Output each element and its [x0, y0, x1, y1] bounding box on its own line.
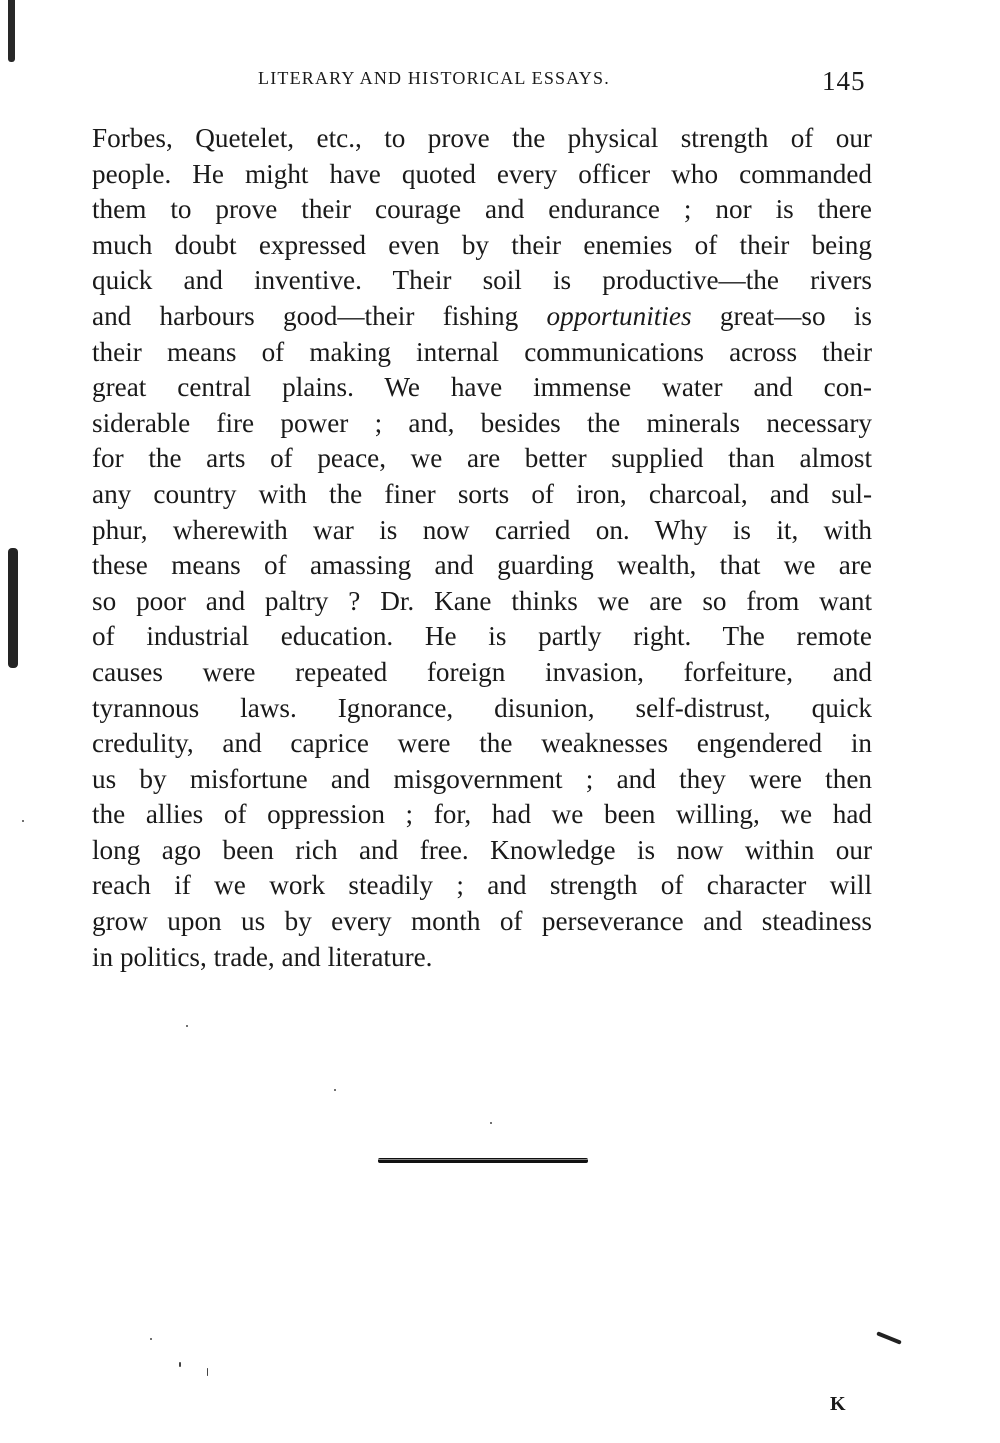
scan-dash-artifact: [876, 1331, 902, 1344]
text-line: causes were repeated foreign invasion, forfeiture, and: [92, 656, 872, 687]
italic-word: opportunities: [546, 300, 692, 331]
scan-speck: [186, 1025, 188, 1027]
scan-speck: [179, 1362, 181, 1367]
text-line: long ago been rich and free. Knowledge is now within our: [92, 834, 872, 865]
text-line: credulity, and caprice were the weaknesses engendered in: [92, 728, 872, 759]
scan-speck: [334, 1089, 336, 1091]
scan-speck: [22, 820, 24, 822]
text-line: grow upon us by every month of perseverance and steadiness: [92, 906, 872, 937]
text-line-final: in politics, trade, and literature.: [92, 941, 433, 972]
text-line: these means of amassing and guarding wealth, that we are: [92, 550, 872, 581]
scan-edge-artifact-top: [8, 0, 15, 62]
text-line: us by misfortune and misgovernment ; and they were then: [92, 763, 872, 794]
text-line: Forbes, Quetelet, etc., to prove the physical strength of our: [92, 123, 872, 153]
text-line: for the arts of peace, we are better supplied than almost: [92, 443, 872, 474]
text-segment: great—so is: [691, 300, 872, 331]
printer-signature-mark: K: [830, 1393, 846, 1415]
text-line: their means of making internal communications across their: [92, 336, 872, 367]
text-line: quick and inventive. Their soil is productive—the rivers: [92, 265, 872, 296]
text-line: any country with the finer sorts of iron, charcoal, and sul-: [92, 478, 872, 509]
scan-speck: [207, 1368, 208, 1376]
section-end-rule: [378, 1158, 588, 1163]
page-number: 145: [822, 66, 866, 96]
scan-speck: [490, 1122, 492, 1124]
body-text: [92, 121, 872, 975]
text-line: siderable fire power ; and, besides the minerals necessary: [92, 407, 872, 438]
text-line: great central plains. We have immense water and con-: [92, 372, 872, 403]
text-line-with-italic: [92, 299, 872, 335]
scan-edge-artifact-middle: [8, 548, 18, 668]
text-line: much doubt expressed even by their enemies of their being: [92, 229, 872, 260]
text-line: phur, wherewith war is now carried on. Why is it, with: [92, 514, 872, 545]
text-line: reach if we work steadily ; and strength of character will: [92, 870, 872, 901]
text-line: the allies of oppression ; for, had we been willing, we had: [92, 799, 872, 830]
text-line: them to prove their courage and endurance ; nor is there: [92, 194, 872, 225]
text-segment: and harbours good—their fishing: [92, 300, 547, 331]
text-line: of industrial education. He is partly right. The remote: [92, 621, 872, 652]
text-line: people. He might have quoted every officer who commanded: [92, 158, 872, 189]
scan-speck: [150, 1338, 152, 1340]
text-line: tyrannous laws. Ignorance, disunion, self-distrust, quick: [92, 692, 872, 723]
running-head: LITERARY AND HISTORICAL ESSAYS.: [258, 68, 610, 88]
text-line: so poor and paltry ? Dr. Kane thinks we are so from want: [92, 585, 872, 616]
